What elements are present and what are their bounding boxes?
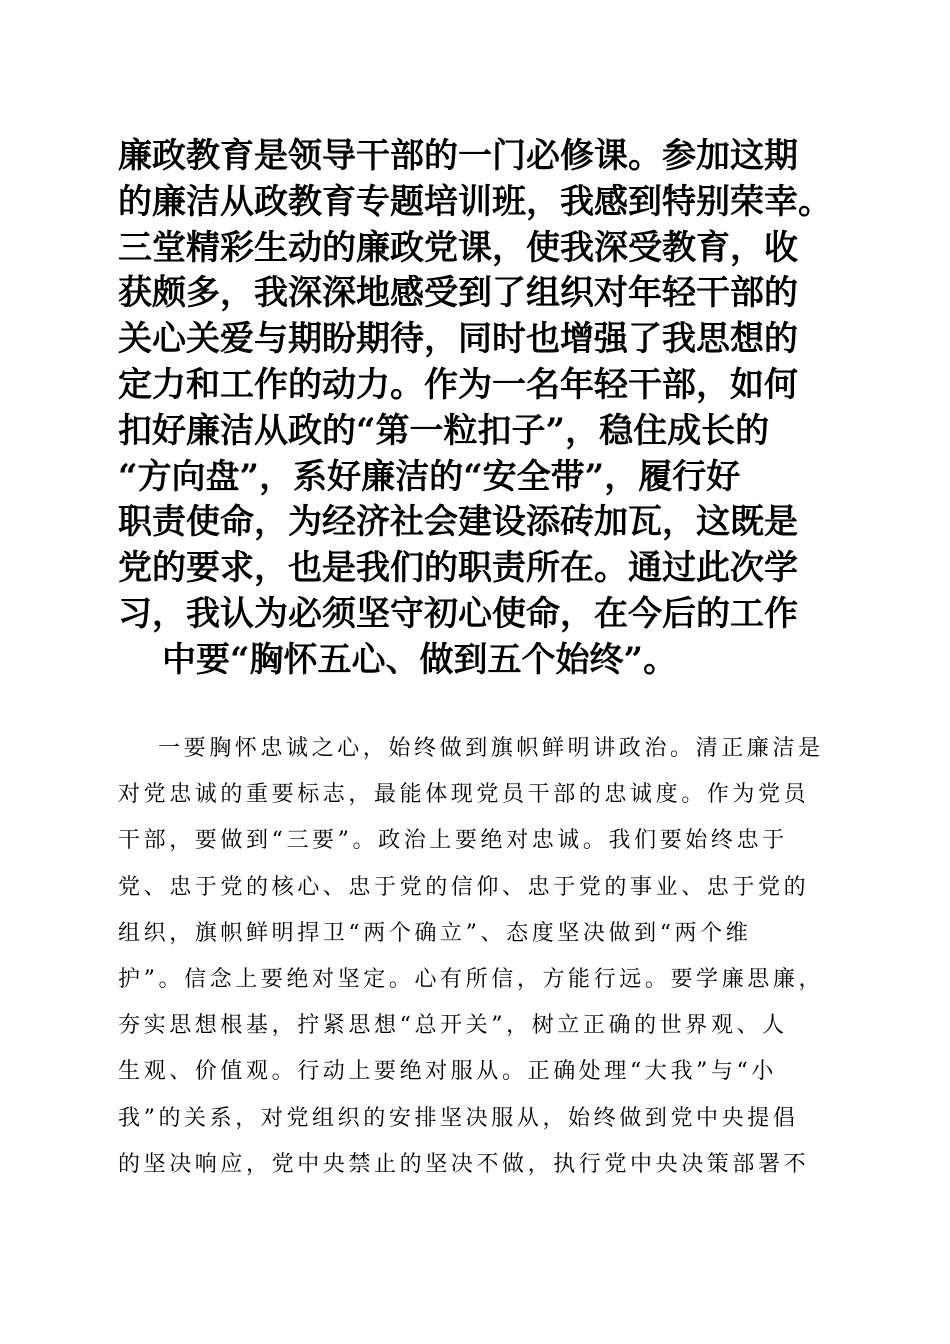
body-line-6: 护”。信念上要绝对坚定。心有所信，方能行远。要学廉思廉，: [118, 966, 825, 992]
lead-line-2: 的廉洁从政教育专题培训班，我感到特别荣幸。: [118, 181, 832, 222]
lead-paragraph: [118, 134, 838, 684]
body-line-8: 生观、价值观。行动上要绝对服从。正确处理“大我”与“小: [118, 1059, 777, 1085]
body-line-10: 的坚决响应，党中央禁止的坚决不做，执行党中央决策部署不: [118, 1151, 810, 1177]
lead-line-9: 职责使命，为经济社会建设添砖加瓦，这既是: [118, 502, 798, 543]
body-line-2: 对党忠诚的重要标志，最能体现党员干部的忠诚度。作为党员: [118, 782, 810, 808]
lead-line-4: 获颇多，我深深地感受到了组织对年轻干部的: [118, 273, 798, 314]
body-line-5: 组织，旗帜鲜明捍卫“两个确立”、态度坚决做到“两个维: [118, 920, 752, 946]
lead-line-6: 定力和工作的动力。作为一名年轻干部，如何: [118, 364, 798, 405]
body-paragraph: [118, 726, 830, 1188]
lead-line-8: “方向盘”，系好廉洁的“安全带”，履行好: [118, 456, 741, 497]
lead-line-5: 关心关爱与期盼期待，同时也增强了我思想的: [118, 319, 798, 360]
lead-line-7: 扣好廉洁从政的“第一粒扣子”，稳住成长的: [118, 410, 770, 451]
body-line-4: 党、忠于党的核心、忠于党的信仰、忠于党的事业、忠于党的: [118, 874, 810, 900]
body-line-9: 我”的关系，对党组织的安排坚决服从，始终做到党中央提倡: [118, 1105, 799, 1131]
lead-line-11: 习，我认为必须坚守初心使命，在今后的工作: [118, 593, 798, 634]
body-line-3: 干部，要做到“三要”。政治上要绝对忠诚。我们要始终忠于: [118, 828, 788, 854]
body-line-7: 夯实思想根基，拧紧思想“总开关”，树立正确的世界观、人: [118, 1013, 788, 1039]
lead-line-12: 中要“胸怀五心、做到五个始终”。: [162, 639, 678, 680]
body-line-1: 一要胸怀忠诚之心，始终做到旗帜鲜明讲政治。清正廉洁是: [158, 736, 824, 761]
lead-line-3: 三堂精彩生动的廉政党课，使我深受教育，收: [118, 227, 798, 268]
lead-line-10: 党的要求，也是我们的职责所在。通过此次学: [118, 548, 798, 589]
lead-line-1: 廉政教育是领导干部的一门必修课。参加这期: [118, 136, 798, 176]
